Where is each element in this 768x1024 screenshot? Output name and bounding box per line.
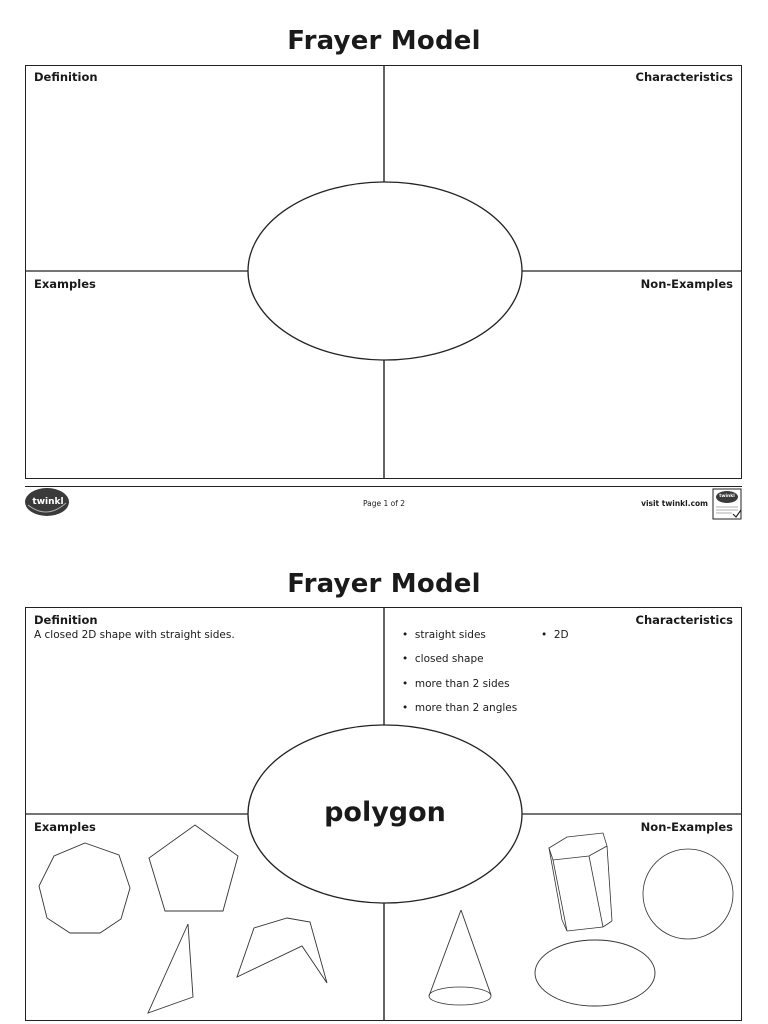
page2-examples-label: Examples — [34, 820, 96, 834]
page2-definition-label: Definition — [34, 613, 98, 627]
characteristic-item-2d: • 2D — [541, 629, 569, 641]
page2-characteristics-label: Characteristics — [635, 613, 733, 627]
prism-shape — [549, 833, 612, 931]
page2-definition-text: A closed 2D shape with straight sides. — [34, 629, 235, 641]
cone-shape — [429, 910, 491, 1005]
page1-title: Frayer Model — [287, 26, 481, 56]
characteristic-item: • more than 2 sides — [402, 678, 510, 690]
page2-non-examples-label: Non-Examples — [640, 820, 733, 834]
twinkl-logo-text: twinkl — [32, 497, 64, 507]
page1-page-number: Page 1 of 2 — [362, 499, 406, 508]
characteristic-item: • straight sides — [402, 629, 486, 641]
characteristic-item: • more than 2 angles — [402, 702, 518, 714]
page1-site-link[interactable]: visit twinkl.com — [641, 499, 708, 508]
center-word: polygon — [324, 797, 446, 828]
page1-definition-label: Definition — [34, 70, 98, 84]
page1-characteristics-label: Characteristics — [635, 70, 733, 84]
oval-shape — [535, 940, 655, 1006]
badge-logo-text: twinkl — [719, 494, 735, 499]
page1-non-examples-label: Non-Examples — [640, 277, 733, 291]
page2-title: Frayer Model — [287, 569, 481, 599]
characteristic-item: • closed shape — [402, 653, 484, 665]
page1-examples-label: Examples — [34, 277, 96, 291]
circle-shape — [643, 849, 733, 939]
